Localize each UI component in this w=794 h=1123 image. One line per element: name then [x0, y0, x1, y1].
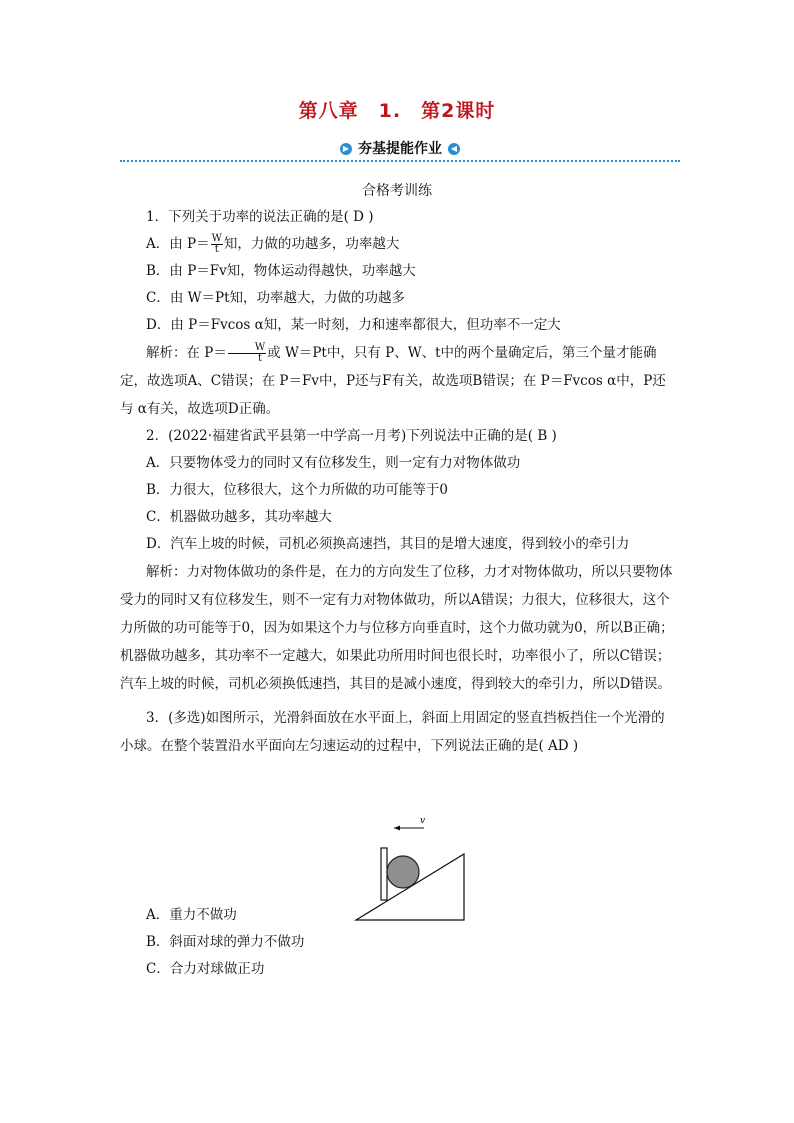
chapter-title: 第八章 1. 第2课时 [298, 100, 496, 122]
q1-option-c: C．由 W＝Pt知，功率越大，力做的功越多 [146, 290, 406, 306]
q1-a-fraction: $\frac{W}{t}$ [211, 233, 222, 255]
q1-option-b: B．由 P＝Fv知，物体运动得越快，功率越大 [146, 263, 416, 279]
velocity-label: v [420, 816, 426, 826]
q2-option-d: D．汽车上坡的时候，司机必须换高速挡，其目的是增大速度，得到较小的牵引力 [146, 536, 630, 552]
q2-option-a: A．只要物体受力的同时又有位移发生，则一定有力对物体做功 [146, 455, 521, 471]
section-title: 合格考训练 [362, 183, 432, 199]
q2-option-b: B．力很大，位移很大，这个力所做的功可能等于0 [146, 482, 449, 498]
q3-option-a: A．重力不做功 [146, 907, 237, 923]
section-banner [120, 138, 680, 164]
q1-analysis-frac-num: W [228, 343, 266, 354]
q1-analysis-lhs: P＝ [204, 345, 227, 361]
banner-label: 夯基提能作业 [358, 141, 442, 157]
play-left-icon: ◀ [448, 143, 460, 155]
velocity-arrowhead [394, 826, 400, 831]
incline-ball-figure [348, 812, 470, 924]
ball [387, 856, 419, 888]
q1-stem: 1．下列关于功率的说法正确的是( D ) [146, 209, 374, 225]
q1-option-d: D．由 P＝Fvcos α知，某一时刻，力和速率都很大，但功率不一定大 [146, 317, 561, 333]
q3-stem: 3．(多选)如图所示，光滑斜面放在水平面上，斜面上用固定的竖直挡板挡住一个光滑的小球。在整个装置沿水平面向左匀速运动的过程中，下列说法正确的是( AD ) [120, 710, 665, 754]
q1-analysis: 解析：在 P＝ $\frac{W}{t}$ 或 W＝Pt中，只有 P、W、t中的两个量确定后，第三个量才能确定，故选项A、C错误；在 P＝Fv中，P还与F有关，故选项B错误；在 P＝Fvcos α中，P还与 α有关，故选项D正确。 [120, 342, 666, 417]
q2-stem: 2．(2022·福建省武平县第一中学高一月考)下列说法中正确的是( B ) [146, 428, 557, 444]
banner-dotted-rule [120, 160, 680, 162]
q1-analysis-frac-den: t [258, 353, 263, 364]
q3-option-b: B．斜面对球的弹力不做功 [146, 934, 305, 950]
q2-option-c: C．机器做功越多，其功率越大 [146, 509, 332, 525]
q1-a-formula-lhs: P＝ [187, 236, 210, 252]
q1-option-a: A．由 P＝ $\frac{W}{t}$ 知，力做的功越多，功率越大 [146, 233, 400, 255]
q3-option-c: C．合力对球做正功 [146, 961, 265, 977]
q2-analysis: 解析：力对物体做功的条件是，在力的方向发生了位移，力才对物体做功，所以只要物体受力的同时又有位移发生，则不一定有力对物体做功，所以A错误；力很大，位移很大，这个力所做的功可能等于0，因为如果这个力与位移方向垂直时，这个力做功就为0，所以B正确；机器做功越多，其功率不一定越大，如果此功所用时间也很长时，功率很小了，所以C错误；汽车上坡的时候，司机必须换低速挡，其目的是减小速度，得到较大的牵引力，所以D错误。 [120, 564, 674, 692]
play-right-icon: ▶ [340, 143, 352, 155]
vertical-baffle [381, 848, 387, 900]
q1-analysis-fraction [228, 343, 266, 364]
